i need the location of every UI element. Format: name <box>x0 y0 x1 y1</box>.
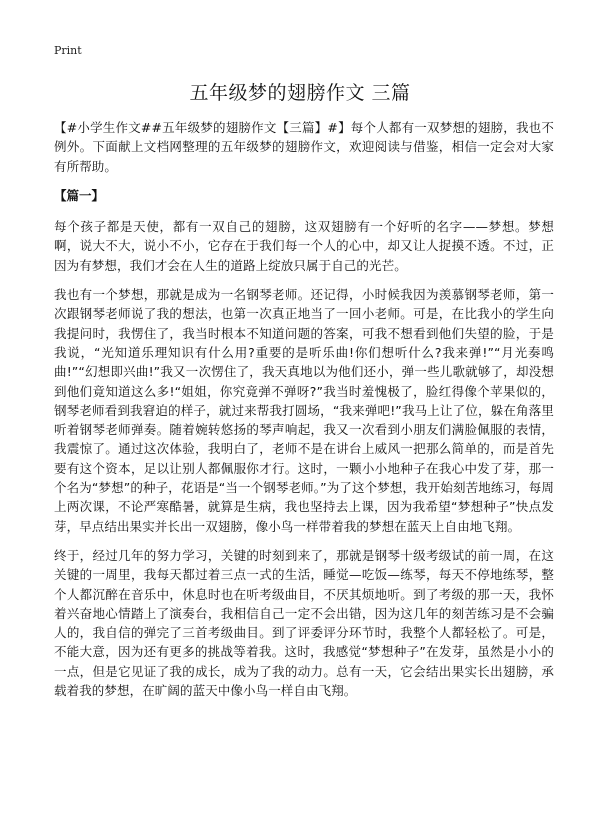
body-paragraph-1: 每个孩子都是天使，都有一双自己的翅膀，这双翅膀有一个好听的名字——梦想。梦想啊，说大不大，说小不小，它存在于我们每一个人的心中，却又让人捉摸不透。不过，正因为有梦想，我们才会在人生的道路上绽放只属于自己的光芒。 <box>54 219 554 273</box>
print-label: Print <box>54 44 82 57</box>
section-heading: 【篇一】 <box>54 187 105 203</box>
document-title: 五年级梦的翅膀作文 三篇 <box>189 82 411 104</box>
intro-paragraph: 【#小学生作文##五年级梦的翅膀作文【三篇】#】每个人都有一双梦想的翅膀，我也不例外。下面献上文档网整理的五年级梦的翅膀作文，欢迎阅读与借鉴，相信一定会对大家有所帮助。 <box>54 120 554 174</box>
document-body <box>54 118 554 710</box>
body-paragraph-3: 终于，经过几年的努力学习，关键的时刻到来了，那就是钢琴十级考级试的前一周，在这关键的一周里，我每天都过着三点一式的生活，睡觉—吃饭—练琴，每天不停地练琴，整个人都沉醉在音乐中，休息时也在听考级曲目，不厌其烦地听。到了考级的那一天，我怀着兴奋地心情踏上了演奏台，我相信自己一定不会出错，因为这几年的刻苦练习是不会骗人的，我自信的弹完了三首考级曲目。到了评委评分环节时，我整个人都轻松了。可是，不能大意，因为还有更多的挑战等着我。这时，我感觉“梦想种子”在发芽，虽然是小小的一点，但是它见证了我的成长，成为了我的动力。总有一天，它会结出果实长出翅膀，承载着我的梦想，在旷阔的蓝天中像小鸟一样自由飞翔。 <box>54 547 554 699</box>
body-paragraph-2: 我也有一个梦想，那就是成为一名钢琴老师。还记得，小时候我因为羡慕钢琴老师，第一次跟钢琴老师说了我的想法，也第一次真正地当了一回小老师。可是，在比我小的学生向我提问时，我愣住了，我当时根本不知道问题的答案，可我不想看到他们失望的脸，于是我说，“光知道乐理知识有什么用?重要的是听乐曲!你们想听什么?我来弹!”“月光奏鸣曲!”“幻想即兴曲!”我又一次愣住了，我天真地以为他们还小，弹一些儿歌就够了，却没想到他们竟知道这么多!“姐姐，你究竟弹不弹呀?”我当时羞愧极了，脸红得像个苹果似的，钢琴老师看到我窘迫的样子，就过来帮我打圆场，“我来弹吧!”我马上让了位，躲在角落里听着钢琴老师弹奏。随着婉转悠扬的琴声响起，我又一次看到小朋友们满脸佩服的表情，我震惊了。通过这次体验，我明白了，老师不是在讲台上威风一把那么简单的，而是首先要有这个资本，足以让别人都佩服你才行。这时，一颗小小地种子在我心中发了芽，那一个名为“梦想”的种子，花语是“当一个钢琴老师。”为了这个梦想，我开始刻苦地练习，每周上两次课，不论严寒酷暑，就算是生病，我也坚持去上课，因为我希望“梦想种子”快点发芽，早点结出果实并长出一双翅膀，像小鸟一样带着我的梦想在蓝天上自由地飞翔。 <box>54 287 554 534</box>
